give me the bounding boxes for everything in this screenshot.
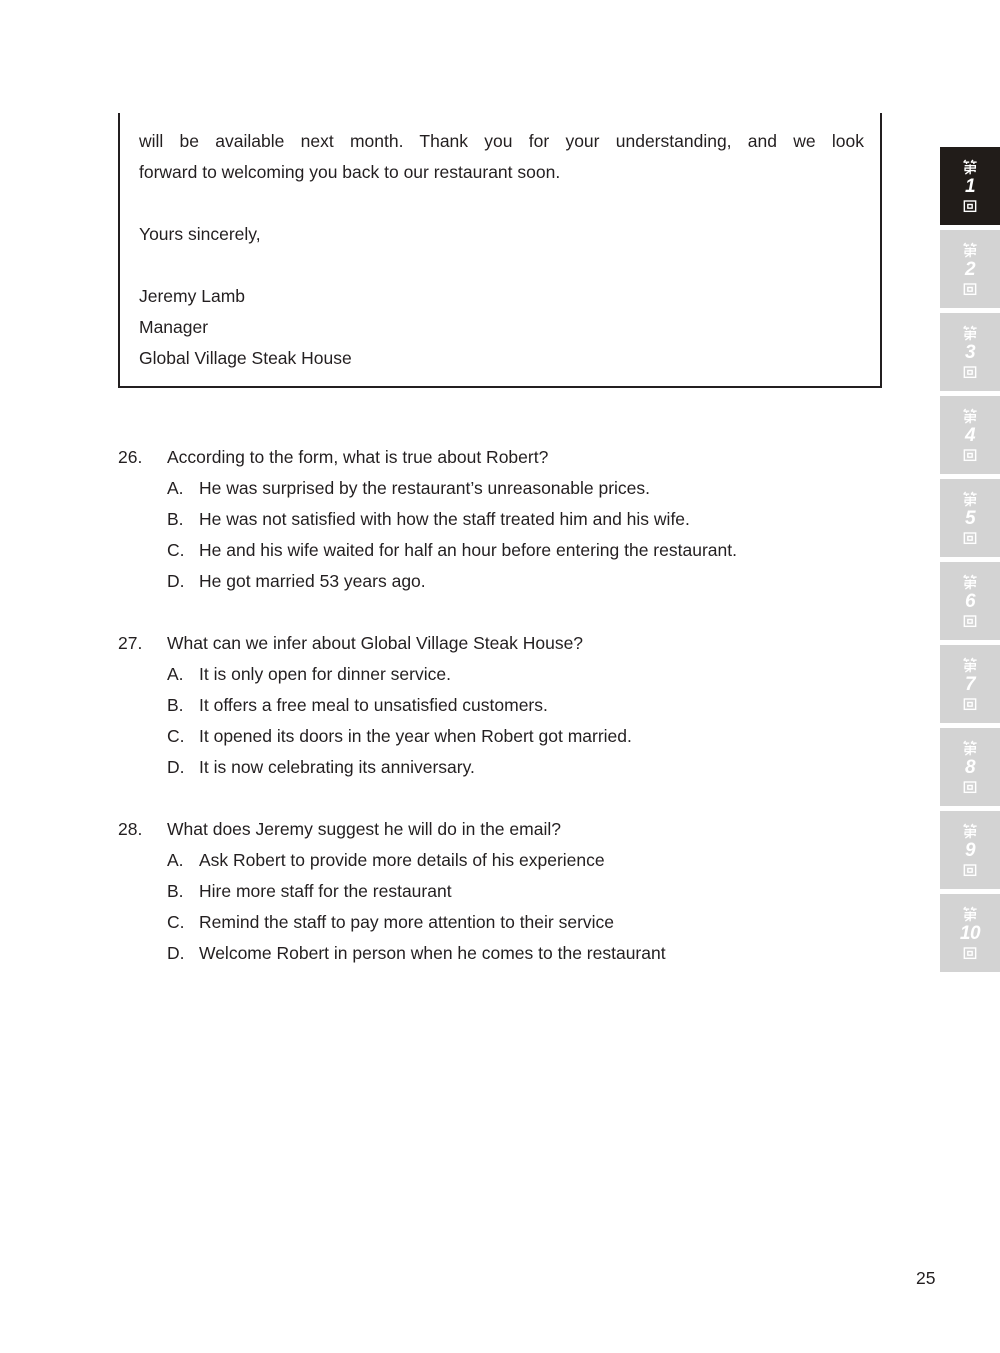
option-text: He got married 53 years ago. [199,571,426,591]
round-number: 8 [964,756,976,778]
spacer [139,188,864,219]
option-text: Ask Robert to provide more details of his experience [199,850,605,870]
answer-option [118,659,902,690]
option-letter: A. [167,850,184,870]
option-text: He was surprised by the restaurant’s unreasonable prices. [199,478,651,498]
kanji-dai-icon [962,657,978,673]
kanji-kai-icon [962,696,978,712]
option-text: Remind the staff to pay more attention to their service [199,912,615,932]
spacer [139,250,864,281]
kanji-kai-icon [962,613,978,629]
option-letter: B. [167,881,184,901]
option-letter: C. [167,912,185,932]
round-tab-9 [940,811,1000,889]
option-letter: A. [167,478,184,498]
answer-option [118,938,902,969]
round-tab-4 [940,396,1000,474]
kanji-dai-icon [962,740,978,756]
round-number: 4 [964,424,976,446]
option-letter: D. [167,757,185,777]
option-letter: B. [167,509,184,529]
answer-option [118,566,902,597]
email-body-line-2: forward to welcoming you back to our restaurant soon. [139,162,561,182]
answer-option [118,535,902,566]
email-body-line-1: will be available next month. Thank you for your understanding, and we look [139,131,864,151]
option-text: He was not satisfied with how the staff treated him and his wife. [199,509,690,529]
question-text: What can we infer about Global Village Steak House? [167,633,584,653]
question-number: 28. [118,819,143,839]
kanji-dai-icon [962,159,978,175]
round-number: 6 [964,590,976,612]
answer-option [118,845,902,876]
kanji-dai-icon [962,906,978,922]
round-index-tabs [940,147,1000,972]
round-tab-10 [940,894,1000,972]
round-number: 2 [964,258,976,280]
answer-option [118,473,902,504]
answer-option [118,907,902,938]
kanji-kai-icon [962,779,978,795]
option-letter: D. [167,943,185,963]
round-tab-5 [940,479,1000,557]
kanji-kai-icon [962,862,978,878]
email-excerpt-box [118,113,882,388]
round-number: 3 [964,341,976,363]
question-number: 26. [118,447,143,467]
kanji-dai-icon [962,242,978,258]
round-tab-8 [940,728,1000,806]
option-letter: C. [167,726,185,746]
option-letter: C. [167,540,185,560]
answer-option [118,690,902,721]
kanji-dai-icon [962,491,978,507]
option-text: It is only open for dinner service. [199,664,451,684]
question-text: According to the form, what is true about Robert? [167,447,549,467]
question-27 [118,628,902,783]
question-text: What does Jeremy suggest he will do in the email? [167,819,561,839]
round-tab-1 [940,147,1000,225]
round-number: 9 [964,839,976,861]
option-text: It opened its doors in the year when Robert got married. [199,726,632,746]
signature-company: Global Village Steak House [139,348,352,368]
kanji-kai-icon [962,281,978,297]
round-tab-7 [940,645,1000,723]
round-tab-3 [940,313,1000,391]
kanji-kai-icon [962,447,978,463]
option-letter: B. [167,695,184,715]
kanji-dai-icon [962,823,978,839]
option-text: Hire more staff for the restaurant [199,881,452,901]
answer-option [118,752,902,783]
page-number: 25 [916,1268,936,1288]
kanji-dai-icon [962,325,978,341]
questions-section [118,442,902,1000]
option-text: He and his wife waited for half an hour before entering the restaurant. [199,540,737,560]
question-28 [118,814,902,969]
option-text: Welcome Robert in person when he comes to the restaurant [199,943,666,963]
round-number: 10 [959,922,981,944]
question-26 [118,442,902,597]
option-text: It is now celebrating its anniversary. [199,757,475,777]
email-closing: Yours sincerely, [139,224,261,244]
kanji-kai-icon [962,530,978,546]
kanji-kai-icon [962,945,978,961]
round-tab-6 [940,562,1000,640]
kanji-dai-icon [962,408,978,424]
round-number: 1 [964,175,976,197]
signature-role: Manager [139,317,209,337]
option-letter: D. [167,571,185,591]
kanji-kai-icon [962,198,978,214]
round-number: 7 [964,673,976,695]
kanji-kai-icon [962,364,978,380]
signature-name: Jeremy Lamb [139,286,246,306]
question-number: 27. [118,633,143,653]
option-text: It offers a free meal to unsatisfied customers. [199,695,548,715]
kanji-dai-icon [962,574,978,590]
round-tab-2 [940,230,1000,308]
answer-option [118,504,902,535]
round-number: 5 [964,507,976,529]
answer-option [118,876,902,907]
option-letter: A. [167,664,184,684]
answer-option [118,721,902,752]
